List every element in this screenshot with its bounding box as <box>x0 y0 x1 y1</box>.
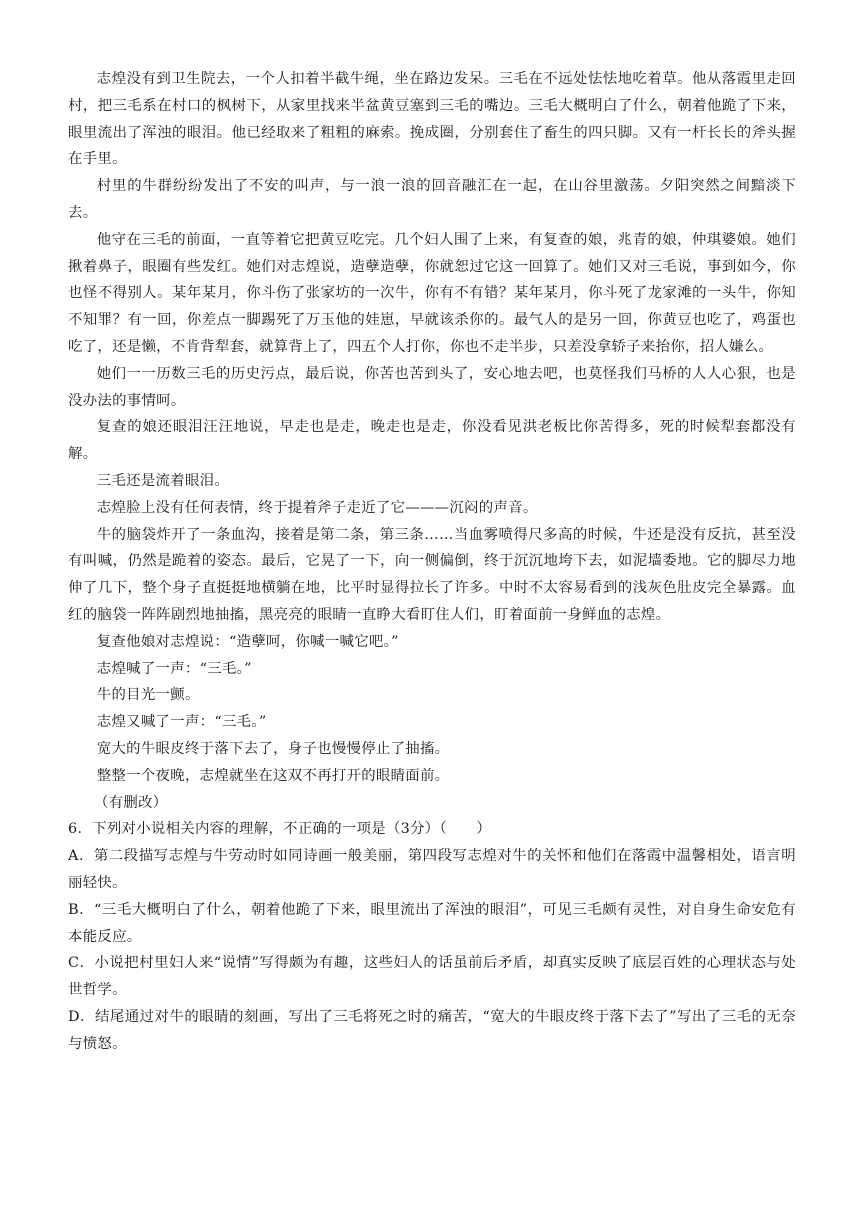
option-a: A．第二段描写志煌与牛劳动时如同诗画一般美丽，第四段写志煌对牛的关怀和他们在落霞中温馨相处，语言明丽轻快。 <box>68 848 796 891</box>
passage-paragraph: 村里的牛群纷纷发出了不安的叫声，与一浪一浪的回音融汇在一起，在山谷里激荡。夕阳突然之间黯淡下去。 <box>68 178 796 221</box>
option-d: D．结尾通过对牛的眼睛的刻画，写出了三毛将死之时的痛苦，“宽大的牛眼皮终于落下去了”写出了三毛的无奈与愤怒。 <box>68 1008 796 1052</box>
passage-paragraph: 宽大的牛眼皮终于落下去了，身子也慢慢停止了抽搐。 <box>96 740 450 757</box>
passage-paragraph: 他守在三毛的前面，一直等着它把黄豆吃完。几个妇人围了上来，有复查的娘，兆青的娘，仲琪婆娘。她们揪着鼻子，眼圈有些发红。她们对志煌说，造孽造孽，你就恕过它这一回算了。她们又对三毛说，事到如今，你也怪不得别人。某年某月，你斗伤了张家坊的一次牛，你有不有错？某年某月，你斗死了龙家滩的一头牛，你知不知罪？有一回，你差点一脚踢死了万玉他的娃崽，早就该杀你的。最气人的是另一回，你黄豆也吃了，鸡蛋也吃了，还是懒，不肯背犁套，就算背上了，四五个人打你，你也不走半步，只差没拿轿子来抬你，招人嫌么。 <box>68 231 796 355</box>
passage-paragraph: 复查他娘对志煌说：“造孽呵，你喊一喊它吧。” <box>96 633 399 650</box>
passage-paragraph: 志煌又喊了一声：“三毛。” <box>96 714 267 731</box>
passage-paragraph: 整整一个夜晚，志煌就坐在这双不再打开的眼睛面前。 <box>96 767 450 784</box>
reading-passage <box>68 66 796 816</box>
abridged-note: （有删改） <box>94 794 168 811</box>
question-stem: 6．下列对小说相关内容的理解，不正确的一项是（3分）（ ） <box>68 821 492 838</box>
passage-paragraph: 复查的娘还眼泪汪汪地说，早走也是走，晚走也是走，你没看见洪老板比你苦得多，死的时候犁套都没有解。 <box>68 419 796 463</box>
passage-paragraph: 志煌没有到卫生院去，一个人扣着半截牛绳，坐在路边发呆。三毛在不远处怯怯地吃着草。他从落霞里走回村，把三毛系在村口的枫树下，从家里找来半盆黄豆塞到三毛的嘴边。三毛大概明白了什么，朝着他跪了下来，眼里流出了浑浊的眼泪。他已经取来了粗粗的麻索。挽成圈，分别套住了畜生的四只脚。又有一杆长长的斧头握在手里。 <box>68 71 796 168</box>
exam-page <box>68 66 796 1057</box>
passage-paragraph: 牛的目光一颤。 <box>96 687 200 704</box>
passage-paragraph: 志煌喊了一声：“三毛。” <box>96 660 252 677</box>
passage-paragraph: 三毛还是流着眼泪。 <box>96 472 230 489</box>
passage-paragraph: 她们一一历数三毛的历史污点，最后说，你苦也苦到头了，安心地去吧，也莫怪我们马桥的人人心狠，也是没办法的事情呵。 <box>68 365 796 409</box>
option-b: B．“三毛大概明白了什么，朝着他跪了下来，眼里流出了浑浊的眼泪”，可见三毛颇有灵性，对自身生命安危有本能反应。 <box>68 901 796 945</box>
passage-paragraph: 牛的脑袋炸开了一条血沟，接着是第二条，第三条……当血雾喷得尺多高的时候，牛还是没有反抗，甚至没有叫喊，仍然是跪着的姿态。最后，它晃了一下，向一侧偏倒，终于沉沉地垮下去，如泥墙委地。它的脚尽力地伸了几下，整个身子直挺挺地横躺在地，比平时显得拉长了许多。中时不太容易看到的浅灰色肚皮完全暴露。血红的脑袋一阵阵剧烈地抽搐，黑亮亮的眼睛一直睁大看盯住人们，盯着面前一身鲜血的志煌。 <box>68 526 796 623</box>
question-6 <box>68 816 796 1057</box>
option-c: C．小说把村里妇人来“说情”写得颇为有趣，这些妇人的话虽前后矛盾，却真实反映了底层百姓的心理状态与处世哲学。 <box>68 955 796 999</box>
passage-paragraph: 志煌脸上没有任何表情，终于提着斧子走近了它———沉闷的声音。 <box>96 499 538 516</box>
